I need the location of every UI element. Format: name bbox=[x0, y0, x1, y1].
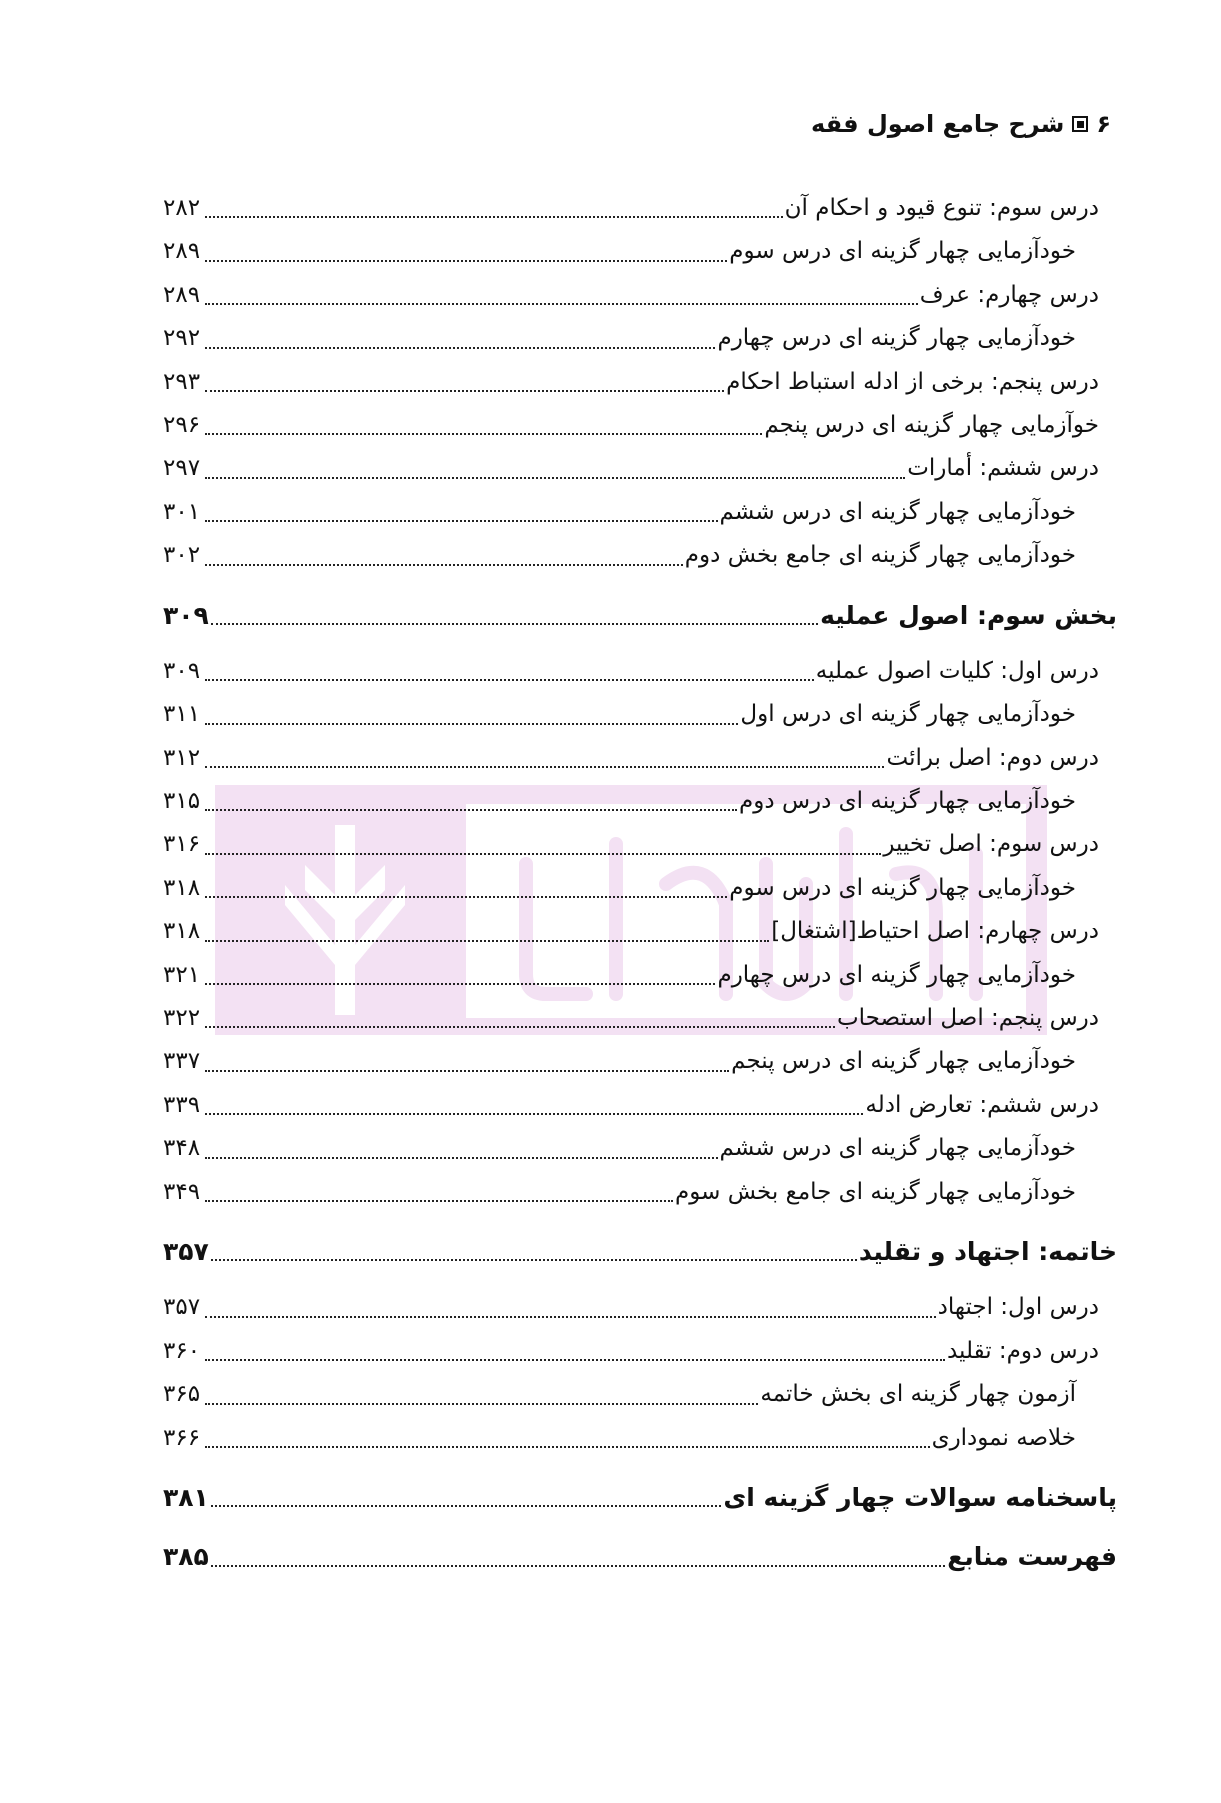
toc-page-number: ۳۸۱ bbox=[163, 1482, 209, 1512]
toc-entry bbox=[163, 737, 1117, 780]
toc-entry-title: خوآزمایی چهار گزینه ای درس پنجم bbox=[764, 411, 1099, 438]
toc-page-number: ۳۱۱ bbox=[163, 701, 201, 728]
toc-section-heading bbox=[163, 1535, 1117, 1578]
toc-page-number: ۳۱۸ bbox=[163, 874, 201, 901]
toc-sub-entry bbox=[163, 534, 1117, 577]
toc-entry-title: خودآزمایی چهار گزینه ای درس چهارم bbox=[717, 325, 1076, 352]
toc-entry bbox=[163, 1286, 1117, 1329]
toc-sub-entry bbox=[163, 867, 1117, 910]
dotted-leader bbox=[205, 477, 905, 479]
toc-entry-title: آزمون چهار گزینه ای بخش خاتمه bbox=[760, 1381, 1076, 1408]
toc-entry-title: درس چهارم: عرف bbox=[919, 281, 1099, 308]
toc-entry-title: خودآزمایی چهار گزینه ای درس اول bbox=[740, 701, 1076, 728]
toc-entry-title: خودآزمایی چهار گزینه ای درس سوم bbox=[729, 238, 1076, 265]
toc-entry-title: خودآزمایی چهار گزینه ای درس سوم bbox=[729, 874, 1076, 901]
toc-sub-entry bbox=[163, 491, 1117, 534]
toc-sub-entry bbox=[163, 780, 1117, 823]
toc-entry-title: خاتمه: اجتهاد و تقلید bbox=[858, 1236, 1117, 1266]
toc-sub-entry bbox=[163, 1127, 1117, 1170]
toc-entry bbox=[163, 823, 1117, 866]
toc-page-number: ۳۱۸ bbox=[163, 918, 201, 945]
toc-sub-entry bbox=[163, 1417, 1117, 1460]
toc-page-number: ۳۵۷ bbox=[163, 1236, 209, 1266]
toc-sub-entry bbox=[163, 1171, 1117, 1214]
toc-page-number: ۳۴۸ bbox=[163, 1135, 201, 1162]
toc-sub-entry bbox=[163, 317, 1117, 360]
running-header bbox=[811, 110, 1111, 138]
toc-entry bbox=[163, 1330, 1117, 1373]
toc-entry-title: خودآزمایی چهار گزینه ای درس پنجم bbox=[731, 1048, 1076, 1075]
toc-entry-title: درس دوم: اصل برائت bbox=[886, 744, 1099, 771]
toc-entry bbox=[163, 187, 1117, 230]
dotted-leader bbox=[205, 853, 881, 855]
toc-page-number: ۳۱۵ bbox=[163, 788, 201, 815]
toc-page-number: ۲۹۲ bbox=[163, 325, 201, 352]
dotted-leader bbox=[205, 347, 715, 349]
toc-entry-title: درس ششم: تعارض ادله bbox=[865, 1091, 1099, 1118]
dotted-leader bbox=[205, 1113, 863, 1115]
dotted-leader bbox=[205, 1070, 729, 1072]
toc-section-heading bbox=[163, 594, 1117, 637]
toc-entry-title: درس پنجم: اصل استصحاب bbox=[837, 1005, 1099, 1032]
toc-entry-title: درس سوم: اصل تخییر bbox=[883, 831, 1099, 858]
toc-page-number: ۳۲۱ bbox=[163, 961, 201, 988]
dotted-leader bbox=[205, 1026, 835, 1028]
dotted-leader bbox=[205, 1446, 930, 1448]
toc-entry-title: درس پنجم: برخی از ادله استباط احکام bbox=[726, 368, 1099, 395]
toc-entry bbox=[163, 997, 1117, 1040]
dotted-leader bbox=[211, 1565, 946, 1567]
toc-entry-title: درس اول: کلیات اصول عملیه bbox=[815, 657, 1099, 684]
toc-page-number: ۳۳۷ bbox=[163, 1048, 201, 1075]
toc-page-number: ۳۶۰ bbox=[163, 1337, 201, 1364]
toc-page-number: ۳۵۷ bbox=[163, 1294, 201, 1321]
toc-page-number: ۳۳۹ bbox=[163, 1091, 201, 1118]
dotted-leader bbox=[205, 1200, 673, 1202]
toc-page-number: ۳۶۶ bbox=[163, 1424, 201, 1451]
toc-entry-title: خودآزمایی چهار گزینه ای درس دوم bbox=[739, 788, 1076, 815]
dotted-leader bbox=[205, 723, 738, 725]
toc-page-number: ۳۰۹ bbox=[163, 600, 209, 630]
toc-sub-entry bbox=[163, 693, 1117, 736]
toc-page-number: ۲۹۶ bbox=[163, 411, 201, 438]
toc-entry-title: درس سوم: تنوع قیود و احکام آن bbox=[784, 194, 1099, 221]
dotted-leader bbox=[205, 260, 727, 262]
toc-entry bbox=[163, 447, 1117, 490]
toc-page-number: ۳۴۹ bbox=[163, 1178, 201, 1205]
dotted-leader bbox=[205, 564, 683, 566]
dotted-leader bbox=[211, 1505, 722, 1507]
page-number: ۶ bbox=[1096, 110, 1111, 138]
toc-sub-entry bbox=[163, 230, 1117, 273]
toc-page-number: ۲۹۷ bbox=[163, 455, 201, 482]
toc-entry-title: خودآزمایی چهار گزینه ای جامع بخش سوم bbox=[675, 1178, 1076, 1205]
toc-entry-title: خودآزمایی چهار گزینه ای درس ششم bbox=[719, 498, 1076, 525]
dotted-leader bbox=[205, 896, 727, 898]
toc-entry-title: خودآزمایی چهار گزینه ای درس ششم bbox=[719, 1135, 1076, 1162]
toc-entry bbox=[163, 361, 1117, 404]
toc-page-number: ۳۰۲ bbox=[163, 542, 201, 569]
dotted-leader bbox=[205, 1359, 945, 1361]
toc-sub-entry bbox=[163, 1040, 1117, 1083]
dotted-leader bbox=[211, 1259, 857, 1261]
dotted-leader bbox=[205, 433, 762, 435]
toc-page-number: ۳۱۶ bbox=[163, 831, 201, 858]
toc-entry-title: درس چهارم: اصل احتیاط[اشتغال] bbox=[771, 918, 1099, 945]
dotted-leader bbox=[205, 983, 715, 985]
toc-entry-title: فهرست منابع bbox=[947, 1542, 1117, 1572]
toc-section-heading bbox=[163, 1230, 1117, 1273]
toc-entry-title: خلاصه نموداری bbox=[931, 1424, 1076, 1451]
toc-page-number: ۲۸۹ bbox=[163, 281, 201, 308]
dotted-leader bbox=[205, 1403, 758, 1405]
dotted-leader bbox=[205, 940, 769, 942]
dotted-leader bbox=[205, 1316, 936, 1318]
toc-entry-title: درس اول: اجتهاد bbox=[937, 1294, 1099, 1321]
toc-page-number: ۳۰۱ bbox=[163, 498, 201, 525]
toc-page-number: ۳۱۲ bbox=[163, 744, 201, 771]
dotted-leader bbox=[211, 623, 818, 625]
toc-page-number: ۲۸۹ bbox=[163, 238, 201, 265]
dotted-leader bbox=[205, 216, 783, 218]
toc-entry bbox=[163, 274, 1117, 317]
toc-page-number: ۳۸۵ bbox=[163, 1542, 209, 1572]
toc-page-number: ۲۸۲ bbox=[163, 194, 201, 221]
dotted-leader bbox=[205, 390, 724, 392]
toc-page-number: ۳۶۵ bbox=[163, 1381, 201, 1408]
dotted-leader bbox=[205, 766, 884, 768]
toc-page-number: ۲۹۳ bbox=[163, 368, 201, 395]
toc-entry-title: درس دوم: تقلید bbox=[946, 1337, 1099, 1364]
toc-section-heading bbox=[163, 1476, 1117, 1519]
toc-page-number: ۳۰۹ bbox=[163, 657, 201, 684]
toc-entry bbox=[163, 404, 1117, 447]
toc-entry-title: پاسخنامه سوالات چهار گزینه ای bbox=[723, 1482, 1117, 1512]
dotted-leader bbox=[205, 303, 918, 305]
toc-page-number: ۳۲۲ bbox=[163, 1005, 201, 1032]
table-of-contents bbox=[163, 187, 1117, 1592]
book-title: شرح جامع اصول فقه bbox=[811, 110, 1065, 138]
square-ornament-icon bbox=[1072, 116, 1088, 132]
dotted-leader bbox=[205, 679, 814, 681]
toc-sub-entry bbox=[163, 954, 1117, 997]
dotted-leader bbox=[205, 809, 737, 811]
toc-entry-title: درس ششم: أمارات bbox=[907, 455, 1099, 482]
dotted-leader bbox=[205, 1157, 718, 1159]
dotted-leader bbox=[205, 520, 718, 522]
toc-entry-title: خودآزمایی چهار گزینه ای درس چهارم bbox=[717, 961, 1076, 988]
toc-entry bbox=[163, 910, 1117, 953]
toc-entry bbox=[163, 650, 1117, 693]
toc-entry-title: خودآزمایی چهار گزینه ای جامع بخش دوم bbox=[684, 542, 1076, 569]
toc-entry-title: بخش سوم: اصول عملیه bbox=[820, 600, 1117, 630]
toc-sub-entry bbox=[163, 1373, 1117, 1416]
toc-entry bbox=[163, 1084, 1117, 1127]
